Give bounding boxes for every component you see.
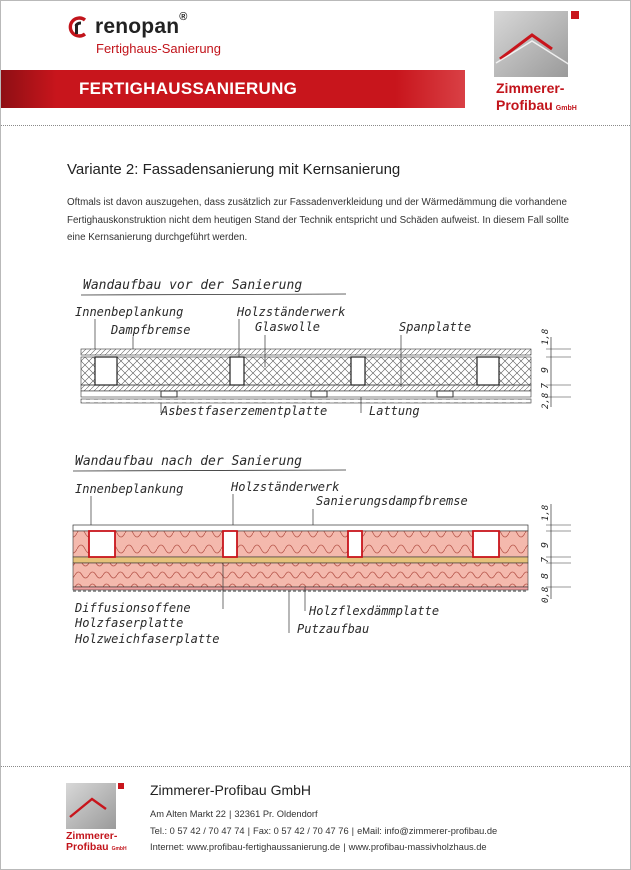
company-logo-text: Zimmerer- Profibau GmbH [496,80,577,113]
after-dim-3: 7 [540,556,551,563]
article-intro: Oftmals ist davon auszugehen, dass zusätzlich zur Fassadenverkleidung und der Wärmedämmung die vorhandene Fertighauskonstruktion nicht dem heutigen Stand der Technik entspricht und Schäden aufweist. In diesem Fall sollte eine Kernsanierung durchgeführt werden. [67,197,569,243]
after-dim-2: 9 [540,541,551,548]
top-divider [1,125,630,126]
footer-divider [1,766,630,767]
before-label-lattung: Lattung [369,404,420,418]
article-heading: Variante 2: Fassadensanierung mit Kernsanierung [67,161,401,178]
after-label-innenbeplankung: Innenbeplankung [75,482,184,496]
before-title-underline [81,294,346,295]
footer-city: 32361 Pr. Oldendorf [234,809,318,819]
after-label-putz: Putzaufbau [297,622,370,636]
before-label-asbest: Asbestfaserzementplatte [161,404,328,418]
before-layer-lattung [81,391,531,397]
before-layer-glaswolle [81,357,531,385]
footer-fax: Fax: 0 57 42 / 70 47 76 [253,825,349,836]
after-label-diffusion1: Diffusionsoffene [75,601,191,615]
before-label-dampfbremse: Dampfbremse [111,323,191,337]
before-dim-3: 7 [540,382,551,389]
after-layer-daemmung [73,531,528,557]
wall-sections-drawing [61,269,601,659]
footer-logo-text: Zimmerer- Profibau GmbH [66,830,127,853]
before-stud [95,357,117,385]
footer-tel: Tel.: 0 57 42 / 70 47 74 [150,825,245,836]
renopan-logo-icon [67,16,89,38]
before-label-holzstaenderwerk: Holzständerwerk [237,305,346,319]
after-label-diffusion2: Holzfaserplatte [75,616,184,630]
before-label-glaswolle: Glaswolle [255,320,321,334]
before-stud [230,357,244,385]
footer-contact: Am Alten Markt 22 | 32361 Pr. Oldendorf Tel.: 0 57 42 / 70 47 74 | Fax: 0 57 42 / 70 47 76 | eMail: info@zimmerer-profibau.de Internet: www.profibau-fertighaussanierung.de | www.profibau-massivholzhaus.de [150,809,498,852]
after-stud [473,531,499,557]
renopan-brand [67,11,222,56]
before-dim-4: 2,8 [541,392,551,409]
after-dim-4: 8 [540,572,551,579]
before-label-spanplatte: Spanplatte [399,320,472,334]
after-label-holzflex: Holzflexdämmplatte [309,604,440,618]
after-layer-innenbeplankung [73,525,528,531]
after-stud [348,531,362,557]
after-label-sanierungsdampfbremse: Sanierungsdampfbremse [316,494,468,508]
banner-title: FERTIGHAUSSANIERUNG [79,79,298,98]
brand-subtitle: Fertighaus-Sanierung [96,41,222,56]
footer-web1[interactable]: Internet: www.profibau-fertighaussanierung.de [150,842,341,852]
brand-name: renopan® [95,11,188,38]
after-layer-holzfaserplatte [73,557,528,563]
after-layer-holzweichfaser [73,563,528,587]
footer-company-name: Zimmerer-Profibau GmbH [150,782,312,798]
after-stud [89,531,115,557]
before-label-innenbeplankung: Innenbeplankung [75,305,184,319]
before-dim-1: 1,8 [541,328,551,345]
before-layer-innenbeplankung [81,349,531,355]
footer-email[interactable]: eMail: info@zimmerer-profibau.de [357,825,498,836]
after-label-holzweichfaser: Holzweichfaserplatte [75,632,220,646]
before-title: Wandaufbau vor der Sanierung [83,278,303,293]
after-label-holzstaenderwerk: Holzständerwerk [231,480,340,494]
before-stud [351,357,365,385]
after-dim-5: 0,8 [541,586,551,603]
after-dim-1: 1,8 [541,504,551,521]
before-layer-spanplatte [81,385,531,391]
before-stud [477,357,499,385]
company-logo-icon [494,11,586,77]
after-title-underline [73,470,346,471]
before-layer-asbest [81,399,531,403]
after-layer-putz [73,587,528,590]
footer-street: Am Alten Markt 22 [150,809,226,819]
title-banner [1,70,465,108]
before-dim-2: 9 [540,366,551,373]
footer-logo-icon [66,783,128,831]
after-title: Wandaufbau nach der Sanierung [75,454,302,469]
after-stud [223,531,237,557]
footer-web2[interactable]: www.profibau-massivholzhaus.de [348,842,487,852]
